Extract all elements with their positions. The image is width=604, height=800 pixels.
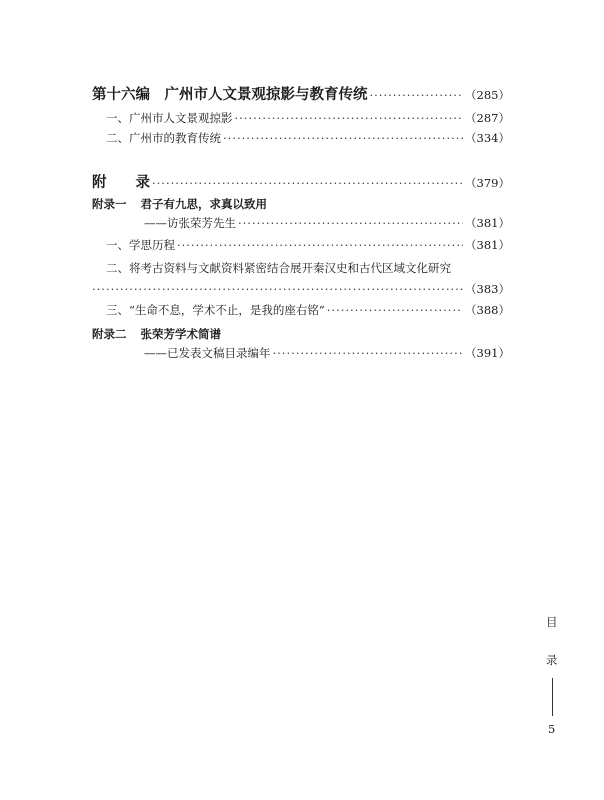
- toc-entry-app2-sub: [144, 345, 510, 361]
- entry-label: ——访张荣芳先生: [144, 216, 236, 230]
- appendix1-tag: 附录一: [92, 197, 127, 211]
- appendix2-heading: [92, 326, 221, 342]
- appendix2-title: 张荣芳学术简谱: [140, 327, 221, 341]
- appendix2-tag: 附录二: [92, 327, 127, 341]
- entry-label: ——已发表文稿目录编年: [144, 346, 271, 360]
- side-label-mu: 目: [546, 615, 558, 629]
- leader-dots: [152, 175, 463, 191]
- toc-entry-16-1: [106, 110, 510, 126]
- toc-entry-part16: [92, 87, 510, 103]
- entry-label: 一、广州市人文景观掠影: [106, 111, 233, 125]
- entry-label: 二、广州市的教育传统: [106, 131, 221, 145]
- leader-dots: [92, 281, 463, 297]
- appendix1-heading: [92, 196, 267, 212]
- entry-page: （391）: [465, 346, 510, 360]
- leader-dots: [223, 130, 463, 146]
- leader-dots: [273, 345, 464, 361]
- leader-dots: [235, 110, 464, 126]
- entry-page: （381）: [465, 216, 510, 230]
- part16-page: （285）: [465, 88, 510, 102]
- toc-entry-app1-2-line2: [92, 281, 510, 297]
- entry-label: 二、将考古资料与文献资料紧密结合展开秦汉史和古代区域文化研究: [106, 261, 451, 275]
- entry-page: （287）: [465, 111, 510, 125]
- toc-entry-16-2: [106, 130, 510, 146]
- entry-label: 一、学思历程: [106, 238, 175, 252]
- toc-entry-app1-2-line1: [106, 260, 510, 276]
- leader-dots: [327, 302, 463, 318]
- leader-dots: [370, 87, 464, 103]
- appendix-page: （379）: [465, 176, 510, 190]
- entry-label: 三、“生命不息，学术不止，是我的座右铭”: [106, 303, 325, 317]
- appendix-title: 附 录: [92, 175, 150, 191]
- entry-page: （388）: [465, 303, 510, 317]
- page-number: 5: [548, 722, 556, 736]
- toc-entry-app1-sub: [144, 215, 510, 231]
- leader-dots: [238, 215, 463, 231]
- toc-entry-appendix: [92, 175, 510, 191]
- part16-title: 第十六编 广州市人文景观掠影与教育传统: [92, 87, 368, 103]
- leader-dots: [177, 237, 463, 253]
- entry-page: （334）: [465, 131, 510, 145]
- appendix1-title: 君子有九思，求真以致用: [140, 197, 267, 211]
- side-rule: [552, 678, 553, 716]
- entry-page: （383）: [465, 282, 510, 296]
- side-label-lu: 录: [546, 653, 558, 667]
- toc-entry-app1-3: [106, 302, 510, 318]
- entry-page: （381）: [465, 238, 510, 252]
- toc-entry-app1-1: [106, 237, 510, 253]
